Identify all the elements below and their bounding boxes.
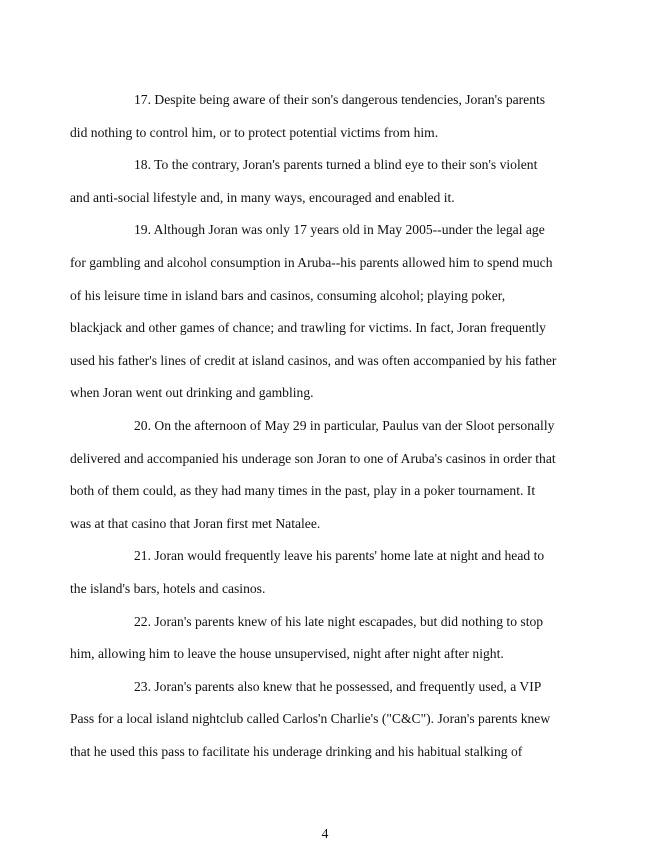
paragraph-line: 20. On the afternoon of May 29 in particular, Paulus van der Sloot personally: [134, 417, 555, 433]
paragraph-line: delivered and accompanied his underage son Joran to one of Aruba's casinos in order that: [70, 450, 556, 466]
paragraph-line: 23. Joran's parents also knew that he possessed, and frequently used, a VIP: [134, 678, 542, 694]
paragraph-line: the island's bars, hotels and casinos.: [70, 580, 266, 596]
paragraph-line: blackjack and other games of chance; and trawling for victims. In fact, Joran frequently: [70, 320, 546, 336]
paragraph-line: 17. Despite being aware of their son's dangerous tendencies, Joran's parents: [134, 92, 546, 107]
paragraph-line: Pass for a local island nightclub called Carlos'n Charlie's ("C&C"). Joran's parents knew: [70, 711, 551, 727]
paragraph-line: was at that casino that Joran first met Natalee.: [70, 515, 321, 531]
paragraph-line: of his leisure time in island bars and casinos, consuming alcohol; playing poker,: [70, 287, 506, 303]
paragraph-20: [70, 410, 590, 540]
paragraph-line: him, allowing him to leave the house unsupervised, night after night after night.: [70, 646, 504, 662]
paragraph-line: did nothing to control him, or to protect potential victims from him.: [70, 124, 439, 140]
page-number: 4: [321, 826, 329, 841]
paragraph-21: [70, 540, 590, 605]
paragraph-line: for gambling and alcohol consumption in Aruba--his parents allowed him to spend much: [70, 254, 553, 270]
paragraph-19: [70, 214, 590, 410]
paragraph-line: 18. To the contrary, Joran's parents turned a blind eye to their son's violent: [134, 157, 538, 173]
paragraph-line: that he used this pass to facilitate his underage drinking and his habitual stalking of: [70, 743, 523, 759]
document-body: [70, 84, 590, 768]
paragraph-line: 22. Joran's parents knew of his late night escapades, but did nothing to stop: [134, 613, 544, 629]
paragraph-17: [70, 84, 590, 149]
paragraph-line: 19. Although Joran was only 17 years old in May 2005--under the legal age: [134, 222, 545, 238]
paragraph-18: [70, 149, 590, 214]
paragraph-line: and anti-social lifestyle and, in many ways, encouraged and enabled it.: [70, 189, 455, 205]
paragraph-line: 21. Joran would frequently leave his parents' home late at night and head to: [134, 548, 545, 564]
paragraph-line: when Joran went out drinking and gambling.: [70, 385, 314, 401]
paragraph-22: [70, 606, 590, 671]
paragraph-line: used his father's lines of credit at island casinos, and was often accompanied by his father: [70, 352, 557, 368]
paragraph-line: both of them could, as they had many times in the past, play in a poker tournament. It: [70, 483, 536, 499]
paragraph-23: [70, 671, 590, 769]
